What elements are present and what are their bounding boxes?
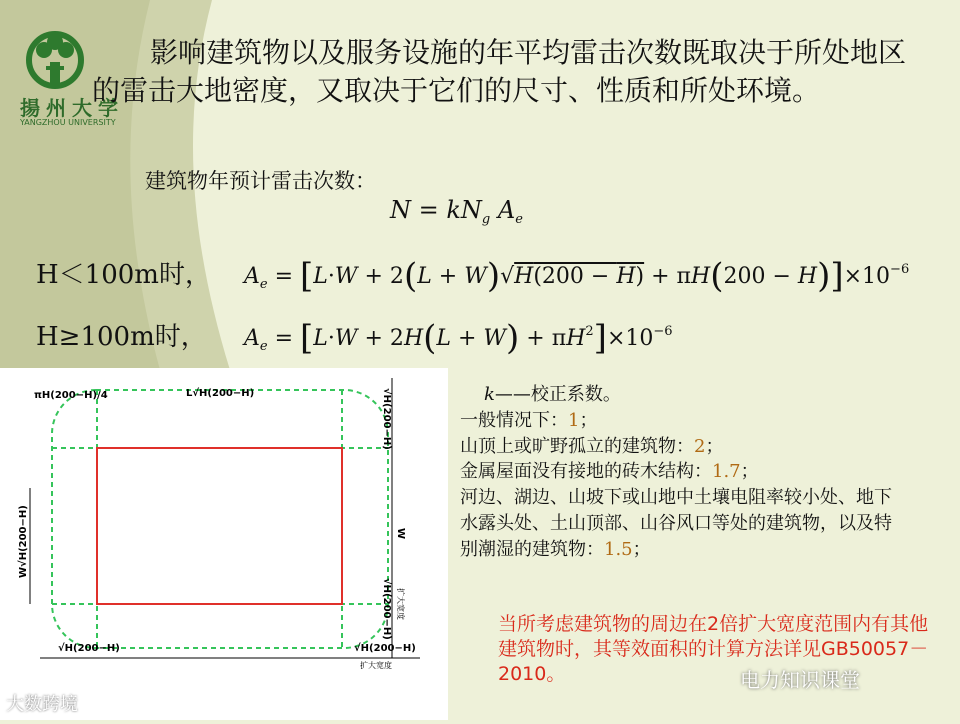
label-bottom-right: √H(200−H) xyxy=(354,643,416,654)
watermark-left: 大数跨境 xyxy=(6,694,78,715)
condition-label-1: H＜100m时， xyxy=(36,260,211,290)
logo-name-en: YANGZHOU UNIVERSITY xyxy=(20,118,116,127)
label-right-bottom: √H(200−H) xyxy=(381,578,392,640)
label-right-bottom-note: 扩大宽度 xyxy=(396,588,405,620)
k-item: 山顶上或旷野孤立的建筑物：2； xyxy=(460,435,724,457)
nearby-building-note: 当所考虑建筑物的周边在2倍扩大宽度范围内有其他建筑物时，其等效面积的计算方法详见GB50057－2010。 xyxy=(498,613,929,685)
formula-h-less-100: $A_e = [L\cdot W + 2(L + W)√H(200 - H) + \pi H(200 - H)]\times 10^{-6}$ xyxy=(244,256,910,296)
expanded-boundary xyxy=(52,390,388,648)
watermark-right: 电力知识课堂 xyxy=(740,668,860,692)
k-intro: ——校正系数。 xyxy=(494,384,621,405)
equivalent-area-diagram xyxy=(0,368,448,720)
label-corner: πH(200−H)/4 xyxy=(34,390,108,401)
label-right-mid: W xyxy=(395,528,406,540)
k-item: 河边、湖边、山坡下或山地中土壤电阻率较小处、地下水露头处、土山顶部、山谷风口等处的建筑物，以及特别潮湿的建筑物：1.5； xyxy=(460,487,892,560)
logo-name-cn: 揚州大学 xyxy=(20,96,124,120)
k-coefficient-list xyxy=(460,382,900,563)
formula-subtitle: 建筑物年预计雷击次数： xyxy=(145,169,376,193)
intro-paragraph: 影响建筑物以及服务设施的年平均雷击次数既取决于所处地区的雷击大地密度，又取决于它们的尺寸、性质和所处环境。 xyxy=(92,36,907,107)
condition-label-2: H≥100m时， xyxy=(36,322,207,352)
label-bottom-left: √H(200−H) xyxy=(58,643,120,654)
label-right-top: √H(200−H) xyxy=(381,388,392,450)
k-symbol: k xyxy=(484,384,495,405)
formula-h-geq-100: $A_e = [L\cdot W + 2H(L + W) + \pi H^2]\times 10^{-6}$ xyxy=(244,318,673,358)
label-left-mid: W√H(200−H) xyxy=(18,505,29,578)
label-bottom-note: 扩大宽度 xyxy=(360,661,392,670)
building-outline xyxy=(97,448,342,604)
k-item: 一般情况下：1； xyxy=(460,409,598,431)
k-item: 金属屋面没有接地的砖木结构：1.7； xyxy=(460,461,759,483)
label-top: L√H(200−H) xyxy=(186,388,255,399)
main-formula: $N = kN_g$ $A_e$ xyxy=(390,196,523,227)
